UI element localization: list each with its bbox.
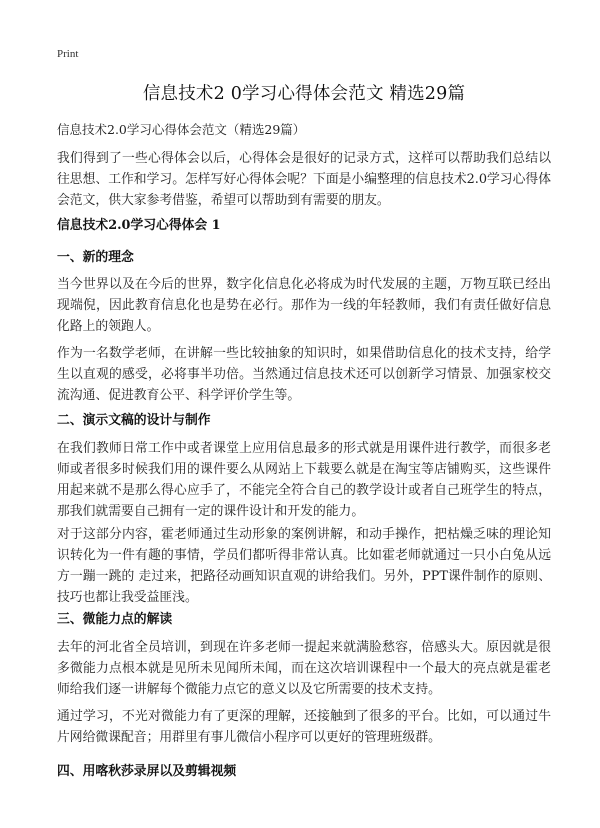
article-heading: 信息技术2.0学习心得体会 1 (57, 218, 221, 233)
article-heading-block (57, 216, 551, 236)
section-heading: 三、微能力点的解读 (57, 612, 173, 627)
document-subtitle: 信息技术2.0学习心得体会范文（精选29篇） (57, 122, 306, 137)
section-heading-block (57, 762, 551, 782)
section-heading: 四、用喀秋莎录屏以及剪辑视频 (57, 764, 237, 779)
paragraph-block (57, 524, 551, 608)
body-paragraph: 作为一名数学老师，在讲解一些比较抽象的知识时，如果借助信息化的技术支持，给学生以直观的感受，必将事半功倍。当然通过信息技术还可以创新学习情景、加强家校交流沟通、促进教育公平、科学评价学生等。 (57, 346, 551, 403)
section-heading: 一、新的理念 (57, 250, 134, 265)
document-title: 信息技术2 0学习心得体会范文 精选29篇 (142, 84, 466, 104)
print-link[interactable]: Print (57, 48, 79, 60)
section-heading-block (57, 248, 551, 268)
paragraph-block (57, 343, 551, 406)
section-heading: 二、演示文稿的设计与制作 (57, 413, 211, 428)
body-paragraph: 通过学习，不光对微能力有了更深的理解，还接触到了很多的平台。比如，可以通过牛片网给微课配音；用群里有事儿微信小程序可以更好的管理班级群。 (57, 709, 551, 745)
section-heading-block (57, 610, 551, 630)
intro-paragraph: 我们得到了一些心得体会以后，心得体会是很好的记录方式，这样可以帮助我们总结以往思想、工作和学习。怎样写好心得体会呢？下面是小编整理的信息技术2.0学习心得体会范文，供大家参考借鉴，希望可以帮助到有需要的朋友。 (57, 151, 551, 208)
body-paragraph: 在我们教师日常工作中或者课堂上应用信息最多的形式就是用课件进行教学，而很多老师或者很多时候我们用的课件要么从网站上下载要么就是在淘宝等店铺购买，这些课件用起来就不是那么得心应手了，不能完全符合自己的教学设计或者自己班学生的特点，那我们就需要自己拥有一定的课件设计和开发的能力。 (57, 441, 551, 519)
paragraph-block (57, 274, 551, 337)
intro-block (57, 148, 551, 211)
body-paragraph: 去年的河北省全员培训，到现在许多老师一提起来就满脸愁容，倍感头大。原因就是很多微能力点根本就是见所未见闻所未闻，而在这次培训课程中一个最大的亮点就是霍老师给我们逐一讲解每个微能力点它的意义以及它所需要的技术支持。 (57, 640, 551, 697)
body-paragraph: 对于这部分内容，霍老师通过生动形象的案例讲解，和动手操作，把枯燥乏味的理论知识转化为一件有趣的事情，学员们都听得非常认真。比如霍老师就通过一只小白兔从远方一蹦一跳的 走过来，把路径动画知识直观的讲给我们。另外，PPT课件制作的原则、技巧也都让我受益匪浅。 (57, 527, 551, 605)
section-heading-block (57, 411, 551, 431)
paragraph-block (57, 637, 551, 700)
paragraph-block (57, 438, 551, 522)
paragraph-block (57, 706, 551, 748)
body-paragraph: 当今世界以及在今后的世界，数字化信息化必将成为时代发展的主题，万物互联已经出现端倪，因此教育信息化也是势在必行。那作为一线的年轻教师，我们有责任做好信息化路上的领跑人。 (57, 277, 551, 334)
